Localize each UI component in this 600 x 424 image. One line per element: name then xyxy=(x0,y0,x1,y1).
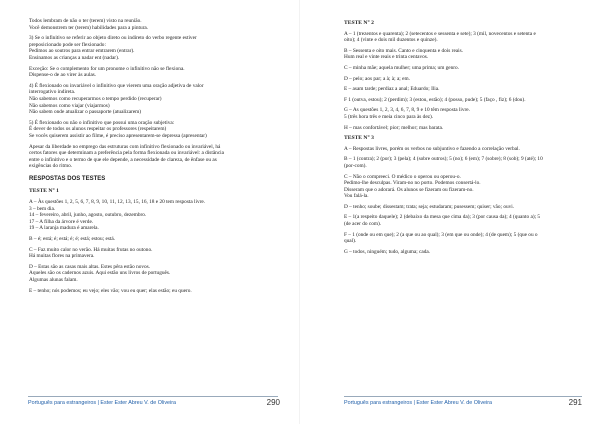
left-page-text xyxy=(29,18,279,298)
text-line: A – Respostas livres, porém os verbos no subjuntivo e fazendo a correlação verbal. xyxy=(344,145,520,152)
paragraph xyxy=(344,146,582,153)
text-line: E – tenho; nós podemos; eu vejo; eles vão; vou eu quer; elas estão; eu quero. xyxy=(29,287,192,294)
text-line: H – mas confortável; pior; melhor; mas barata. xyxy=(344,124,444,131)
text-line: entre o infinitivo e o termo de que ele depende, a necessidade de clareza, de ênfase ou as xyxy=(29,156,217,163)
text-line: 5 (três hora três e meia cinco para às dez). xyxy=(344,113,434,120)
text-line: F 1 (outva, estou); 2 (perdim); 3 (estou, estão); 4 (posso, pude); 5 (faço , fiz); 6 (dou). xyxy=(344,96,526,103)
text-line: B – Sessenta e oito mais. Canto e cinquenta e dois reais. xyxy=(344,47,464,54)
text-line: F – 1 (onde ou em que); 2 (a que ou ao qual); 3 (em que ou onde); 4 (de quem); 5 (que ou o xyxy=(344,231,538,238)
test-title: TESTE N° 3 xyxy=(344,135,374,142)
text-line: Exceção: Se o complemento for um pronome o infinitivo não se flexiona. xyxy=(29,65,185,72)
text-line: qual). xyxy=(344,238,357,245)
paragraph xyxy=(29,288,279,295)
paragraph xyxy=(29,18,279,31)
text-line: Não sabem onde atualizar o passaporte (atualizarem) xyxy=(29,109,142,116)
text-line: 3) Se o infinitivo se referir ao objeto direto ou indireto do verbo regente estiver xyxy=(29,35,197,42)
paragraph xyxy=(344,125,582,132)
text-line: A – 1 (trezentos e quarenta); 2 (setecentos e sessenta e sete); 3 (mil, novecentos e setenta e xyxy=(344,30,536,37)
text-line: B – 1 (contra); 2 (por); 3 (pela); 4 (sobre outros); 5 (no); 6 (em); 7 (sobre); 8 (sob); 9 (até); 10 xyxy=(344,156,543,163)
text-line: Pedimos ao soutros para entrar emtrarem (entrar). xyxy=(29,48,135,55)
paragraph xyxy=(344,232,582,245)
text-line: Você demonstrem ter (terem) habilidades para a pintura. xyxy=(29,24,149,31)
paragraph xyxy=(29,66,279,79)
paragraph xyxy=(344,249,582,256)
text-line: 4) É flexionado ou invariável o infinitivo que vierem uma oração adjetiva de valor xyxy=(29,82,204,89)
right-footer xyxy=(344,396,582,411)
paragraph xyxy=(344,174,582,200)
text-line: G – As questões 1, 2, 3, 4, 6, 7, 8, 9 e 10 têm resposta livre. xyxy=(344,107,470,114)
text-line: Dispense-o de ao virer às aulas. xyxy=(29,72,97,79)
text-line: D – Estas são as casas mais altas. Estes pêra estão novos. xyxy=(29,263,151,270)
text-line: 3 – bem dia. xyxy=(29,205,56,212)
section-heading: RESPOSTAS DOS TESTES xyxy=(29,175,106,182)
paragraph xyxy=(344,156,582,169)
left-page-number: 290 xyxy=(266,398,280,407)
text-line: 19 – A laranja madura é amarela. xyxy=(29,225,99,232)
text-line: interrogativo indireta. xyxy=(29,89,76,96)
right-footer-text: Português para estrangeiros | Ester Ester Abreu V. de Oliveira xyxy=(344,400,493,406)
text-line: Algumas alunas falam. xyxy=(29,277,78,283)
paragraph xyxy=(344,86,582,93)
text-line: G – todos, ninguém; tudo, alguma; cada. xyxy=(344,248,431,255)
paragraph xyxy=(29,35,279,61)
right-page-number: 291 xyxy=(568,398,582,407)
paragraph xyxy=(344,31,582,44)
text-line: B – é; está; é; está; é; é; está; estou; está. xyxy=(29,236,116,243)
text-line: (de acer do com). xyxy=(344,221,382,228)
text-line: C – Faz muito calor no verão. Há muitas frutas no outono. xyxy=(29,246,153,253)
text-line: Disseram que o adorará. Os alunos se fizeram ou fizeram-no. xyxy=(344,186,474,193)
text-line: E – 1(a respeito daquele); 2 (debaixo da mesa que cima da); 3 (por causa da); 4 (quanto a); 5 xyxy=(344,214,541,221)
test-title: TESTE N° 1 xyxy=(29,188,59,195)
text-line: Não sabemos como viajar (viajarmos) xyxy=(29,102,110,109)
text-line: Apesar da liberdade no emprego das estruturas com infinitivo flexionado ou invariável, há xyxy=(29,143,221,150)
text-line: preposicionado pode ser flexionado: xyxy=(29,41,106,48)
text-line: Não sabemos como recuperarmos o tempo perdido (recuperar) xyxy=(29,95,162,102)
paragraph xyxy=(344,65,582,72)
text-line: Todos lembram de não o ter (terem) visto na reunião. xyxy=(29,18,142,24)
paragraph xyxy=(344,214,582,227)
text-line: Ensinamos as crianças a nadar ent (nadar). xyxy=(29,54,120,61)
test-title: TESTE N° 2 xyxy=(344,20,374,26)
text-line: C – Não o compreeci. O médico o operou ou operou-o. xyxy=(344,173,461,180)
text-line: 5) É flexionado ou não o infinitivo que possui uma oração subjetiva: xyxy=(29,119,175,126)
left-footer-text: Português para estrangeiros | Ester Ester Abreu V. de Oliveira xyxy=(28,400,177,406)
paragraph xyxy=(344,107,582,120)
text-line: Pedimo-lhe desculpas. Viram-no no porto. Podemos consertá-lo. xyxy=(344,180,481,187)
text-line: D – pelo; aos par; a à; à; a; em. xyxy=(344,75,410,82)
paragraph xyxy=(29,264,279,284)
text-line: D – tenho; soube; dissestam; trata; seja; estudaram; pusessem; quiser; vão; ouvi. xyxy=(344,203,515,210)
text-line: Se vocês quiserem assistir ao filme, é preciso apresentarem-se depressa (apresentar) xyxy=(29,132,207,139)
paragraph xyxy=(29,236,279,243)
paragraph xyxy=(344,97,582,104)
left-footer xyxy=(28,396,278,411)
text-line: 14 – fevereiro, abril, junho, agosto, outubro, dezembro. xyxy=(29,212,147,219)
paragraph xyxy=(29,247,279,260)
text-line: (por-com). xyxy=(344,162,367,169)
paragraph xyxy=(344,48,582,61)
text-line: A – Às questões 1, 2, 5, 6, 7, 8, 9, 10, 11, 12, 13, 15, 16, 18 e 20 tem resposta livre. xyxy=(29,199,206,206)
text-line: Há muitas flores na primavera. xyxy=(29,253,95,260)
paragraph xyxy=(29,144,279,170)
text-line: Hum real e vinte reais e trinta centavos. xyxy=(344,54,429,61)
text-line: É dever de todos os alunos respeitar os professores (respeitarem) xyxy=(29,126,167,133)
paragraph xyxy=(29,199,279,232)
paragraph xyxy=(344,76,582,83)
text-line: oito); 4 (vinte e dois mil duzentos e quinze). xyxy=(344,37,438,44)
text-line: Aqueles são os cadernos azuis. Aqui estão uns livros de português. xyxy=(29,270,171,277)
text-line: 17 – A filha da árvore é verde. xyxy=(29,218,94,225)
text-line: C – minha mãe; aquela mulher; uma prima; um genro. xyxy=(344,64,460,71)
paragraph xyxy=(29,120,279,140)
right-page xyxy=(300,0,600,424)
right-page-text xyxy=(344,18,582,259)
text-line: certos fatores que determinam a preferência pela forma flexionada ou invariável: a distância xyxy=(29,150,225,157)
paragraph xyxy=(344,204,582,211)
paragraph xyxy=(29,83,279,116)
text-line: exigências do ritmo. xyxy=(29,163,73,170)
text-line: Vou falá-la. xyxy=(344,193,369,200)
text-line: E – asam tarde; perdiaz a anal; Eduardo; Ilia. xyxy=(344,86,440,93)
